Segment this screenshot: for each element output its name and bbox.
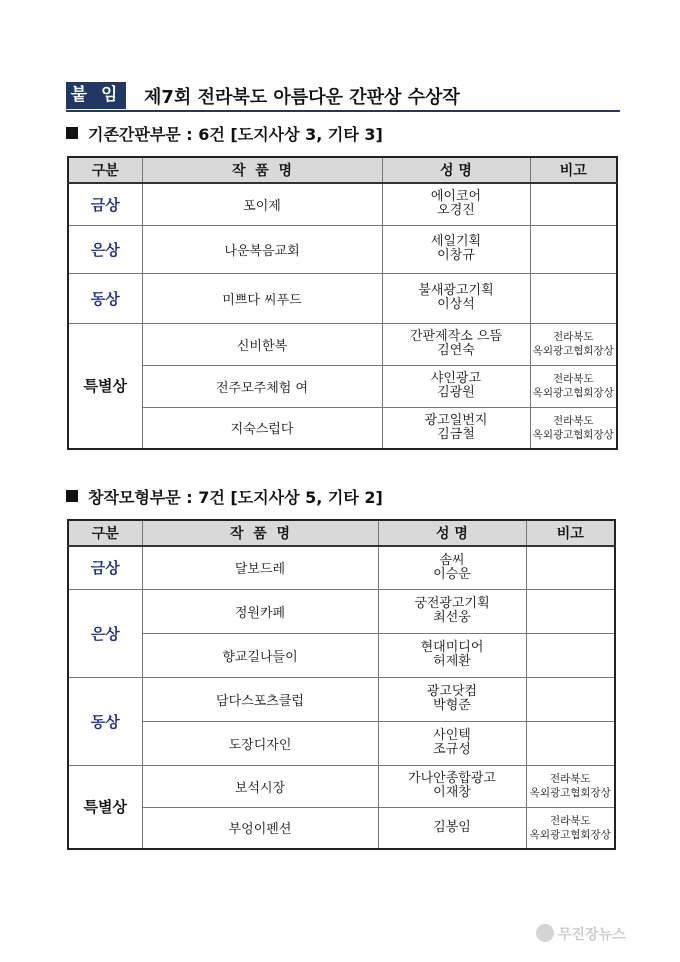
person-name: 박형준 [433,698,471,713]
award-cell: 동상 [68,273,142,323]
square-bullet-icon [66,490,78,502]
person-name: 이상석 [437,297,475,312]
table-row [68,633,615,677]
name-cell [378,589,526,633]
note-cell [530,273,617,323]
note-cell [530,225,617,273]
note-cell [530,365,617,407]
section2-title: 창작모형부문 : 7건 [도지사상 5, 기타 2] [88,488,383,507]
name-cell [378,546,526,589]
award-cell: 특별상 [68,323,142,449]
table-row [68,323,617,365]
attachment-badge: 붙 임 [66,82,126,109]
person-name: 이창규 [437,248,475,263]
work-cell: 신비한복 [142,323,382,365]
company-name: 가나안종합광고 [408,771,496,786]
award-cell: 은상 [68,225,142,273]
news-logo-icon [536,924,554,942]
work-cell: 보석시장 [142,765,378,807]
company-name: 샤인광고 [430,371,482,386]
person-name: 김금철 [437,426,475,442]
table-row [68,589,615,633]
col-header-category: 구분 [68,157,142,183]
table-header-row [68,157,617,183]
work-cell: 담다스포츠클럽 [142,677,378,721]
name-cell [378,807,526,849]
col-header-work: 작 품 명 [142,520,378,546]
table-row [68,225,617,273]
name-cell [378,721,526,765]
company-name: 사인텍 [433,728,471,743]
watermark [536,924,626,944]
page-title: 제7회 전라북도 아름다운 간판상 수상작 [144,87,460,108]
table-row [68,807,615,849]
company-name: 솜씨 [439,552,465,568]
award-cell: 금상 [68,183,142,225]
col-header-category: 구분 [68,520,142,546]
work-cell: 부엉이펜션 [142,807,378,849]
person-name: 이승운 [433,566,471,582]
award-cell: 동상 [68,677,142,765]
person-name: 최선웅 [433,610,471,625]
table-row [68,407,617,449]
table-row [68,546,615,589]
note-cell [526,807,615,849]
note-line1: 전라북도 [552,414,594,427]
work-cell: 전주모주체험 여 [142,365,382,407]
note-line1: 전라북도 [552,373,594,385]
section1-table [67,156,618,450]
company-name: 세일기획 [430,234,482,249]
person-name: 김연숙 [437,343,475,358]
company-name: 광고닷컴 [426,684,478,699]
table-row [68,273,617,323]
note-line2: 옥외광고협회장상 [532,428,614,441]
name-cell [378,677,526,721]
company-name: 에이코어 [430,189,482,205]
work-cell: 지숙스럽다 [142,407,382,449]
note-cell [526,677,615,721]
col-header-work: 작 품 명 [142,157,382,183]
note-cell [530,323,617,365]
table-row [68,365,617,407]
section2-heading [66,485,383,508]
watermark-text: 무진장뉴스 [558,927,626,943]
note-cell [526,633,615,677]
section1-title: 기존간판부문 : 6건 [도지사상 3, 기타 3] [88,125,383,144]
table-row [68,183,617,225]
person-name: 김봉임 [433,819,471,835]
work-cell: 미쁘다 씨푸드 [142,273,382,323]
award-cell: 금상 [68,546,142,589]
company-name: 간판제작소 으뜸 [409,329,503,344]
col-header-note: 비고 [530,157,617,183]
note-cell [530,183,617,225]
note-line2: 옥외광고협회장상 [529,787,611,799]
person-name: 조규성 [433,742,471,757]
company-name: 불새광고기획 [418,283,494,298]
table-header-row [68,520,615,546]
note-line2: 옥외광고협회장상 [529,828,611,841]
note-cell [526,589,615,633]
work-cell: 향교길나들이 [142,633,378,677]
note-line1: 전라북도 [552,331,594,343]
name-cell [382,273,530,323]
square-bullet-icon [66,127,78,139]
company-name: 광고일번지 [424,412,488,428]
note-line2: 옥외광고협회장상 [532,345,614,357]
work-cell: 정원카페 [142,589,378,633]
col-header-name: 성 명 [382,157,530,183]
award-cell: 특별상 [68,765,142,849]
work-cell: 포이제 [142,183,382,225]
work-cell: 도장디자인 [142,721,378,765]
table-row [68,721,615,765]
award-cell: 은상 [68,589,142,677]
work-cell: 달보드레 [142,546,378,589]
note-line2: 옥외광고협회장상 [532,387,614,399]
note-cell [526,546,615,589]
section1-heading [66,122,383,145]
person-name: 오경진 [437,203,475,219]
col-header-note: 비고 [526,520,615,546]
note-cell [530,407,617,449]
name-cell [378,633,526,677]
col-header-name: 성 명 [378,520,526,546]
name-cell [382,183,530,225]
note-cell [526,765,615,807]
name-cell [382,407,530,449]
name-cell [378,765,526,807]
note-line1: 전라북도 [549,773,591,785]
name-cell [382,323,530,365]
person-name: 허제환 [433,654,471,669]
company-name: 현대미디어 [420,640,484,655]
note-line1: 전라북도 [549,814,591,827]
table-row [68,677,615,721]
company-name: 궁전광고기획 [414,596,490,611]
note-cell [526,721,615,765]
name-cell [382,365,530,407]
section2-table [67,519,616,850]
person-name: 김광원 [437,385,475,400]
name-cell [382,225,530,273]
table-row [68,765,615,807]
work-cell: 나운복음교회 [142,225,382,273]
page-header [66,81,620,111]
person-name: 이재창 [433,785,471,800]
title-underline [66,110,620,112]
